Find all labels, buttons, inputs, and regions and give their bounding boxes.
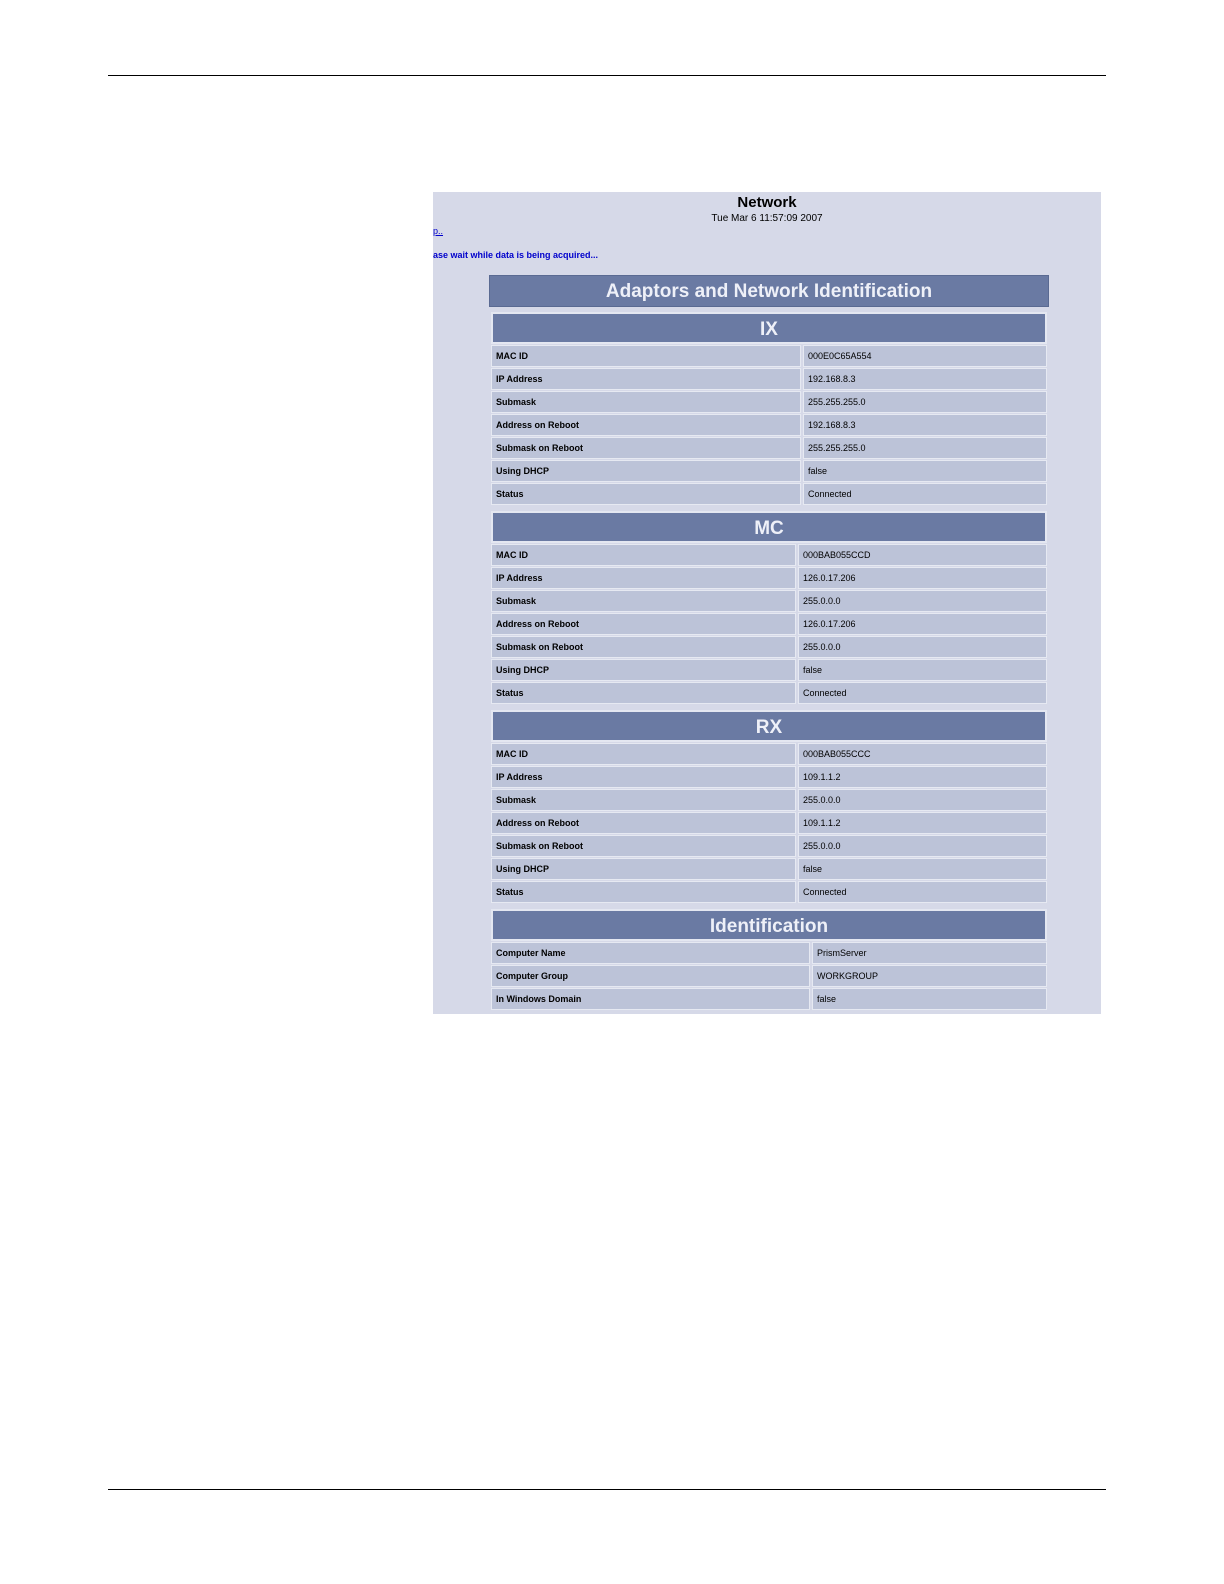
table-row [491, 483, 1047, 505]
network-screenshot [433, 192, 1101, 1014]
table-row [491, 835, 1047, 857]
row-value: 255.255.255.0 [803, 391, 1047, 413]
row-label: Status [491, 483, 801, 505]
row-value: 109.1.1.2 [798, 812, 1047, 834]
row-value: 255.0.0.0 [798, 835, 1047, 857]
section-title: RX [491, 710, 1047, 742]
row-label: Using DHCP [491, 858, 796, 880]
loading-message: ase wait while data is being acquired... [433, 250, 599, 260]
row-value: false [798, 659, 1047, 681]
table-row [491, 345, 1047, 367]
row-label: Using DHCP [491, 460, 801, 482]
row-value: false [803, 460, 1047, 482]
row-value: 255.0.0.0 [798, 636, 1047, 658]
row-value: Connected [798, 682, 1047, 704]
row-label: Computer Name [491, 942, 810, 964]
row-label: Submask [491, 789, 796, 811]
row-value: Connected [798, 881, 1047, 903]
row-value: Connected [803, 483, 1047, 505]
row-value: 255.0.0.0 [798, 590, 1047, 612]
row-label: Status [491, 682, 796, 704]
back-link[interactable]: p.. [433, 226, 444, 236]
row-value: 192.168.8.3 [803, 368, 1047, 390]
section-title: Identification [491, 909, 1047, 941]
row-value: WORKGROUP [812, 965, 1047, 987]
section-title: MC [491, 511, 1047, 543]
table-row [491, 391, 1047, 413]
row-value: 109.1.1.2 [798, 766, 1047, 788]
table-row [491, 942, 1047, 964]
table-row [491, 988, 1047, 1010]
timestamp: Tue Mar 6 11:57:09 2007 [711, 213, 823, 224]
table-row [491, 743, 1047, 765]
table-row [491, 659, 1047, 681]
table-row [491, 590, 1047, 612]
row-label: Address on Reboot [491, 414, 801, 436]
table-row [491, 544, 1047, 566]
row-label: Submask on Reboot [491, 636, 796, 658]
table-row [491, 766, 1047, 788]
row-label: MAC ID [491, 345, 801, 367]
adaptors-header: Adaptors and Network Identification [489, 275, 1049, 307]
row-value: PrismServer [812, 942, 1047, 964]
row-label: Computer Group [491, 965, 810, 987]
row-value: 000BAB055CCC [798, 743, 1047, 765]
row-value: false [798, 858, 1047, 880]
table-row [491, 812, 1047, 834]
row-label: Status [491, 881, 796, 903]
table-row [491, 567, 1047, 589]
section-ix [491, 312, 1047, 505]
row-label: MAC ID [491, 743, 796, 765]
row-value: 192.168.8.3 [803, 414, 1047, 436]
footer-rule [108, 1489, 1106, 1490]
section-rx [491, 710, 1047, 903]
row-label: IP Address [491, 567, 796, 589]
row-label: In Windows Domain [491, 988, 810, 1010]
table-row [491, 881, 1047, 903]
row-label: Address on Reboot [491, 812, 796, 834]
row-value: 000BAB055CCD [798, 544, 1047, 566]
row-label: MAC ID [491, 544, 796, 566]
row-value: false [812, 988, 1047, 1010]
row-label: Address on Reboot [491, 613, 796, 635]
row-value: 000E0C65A554 [803, 345, 1047, 367]
row-label: Submask on Reboot [491, 437, 801, 459]
row-value: 126.0.17.206 [798, 613, 1047, 635]
row-label: Submask on Reboot [491, 835, 796, 857]
table-row [491, 682, 1047, 704]
table-row [491, 613, 1047, 635]
row-label: Using DHCP [491, 659, 796, 681]
table-row [491, 437, 1047, 459]
table-row [491, 789, 1047, 811]
table-row [491, 368, 1047, 390]
section-title: IX [491, 312, 1047, 344]
row-value: 255.0.0.0 [798, 789, 1047, 811]
row-value: 126.0.17.206 [798, 567, 1047, 589]
table-row [491, 414, 1047, 436]
section-identification [491, 909, 1047, 1010]
row-label: IP Address [491, 766, 796, 788]
table-row [491, 965, 1047, 987]
table-row [491, 858, 1047, 880]
header-rule [108, 75, 1106, 76]
row-label: IP Address [491, 368, 801, 390]
table-row [491, 636, 1047, 658]
page-title: Network [737, 194, 797, 211]
row-value: 255.255.255.0 [803, 437, 1047, 459]
section-mc [491, 511, 1047, 704]
table-row [491, 460, 1047, 482]
row-label: Submask [491, 590, 796, 612]
row-label: Submask [491, 391, 801, 413]
